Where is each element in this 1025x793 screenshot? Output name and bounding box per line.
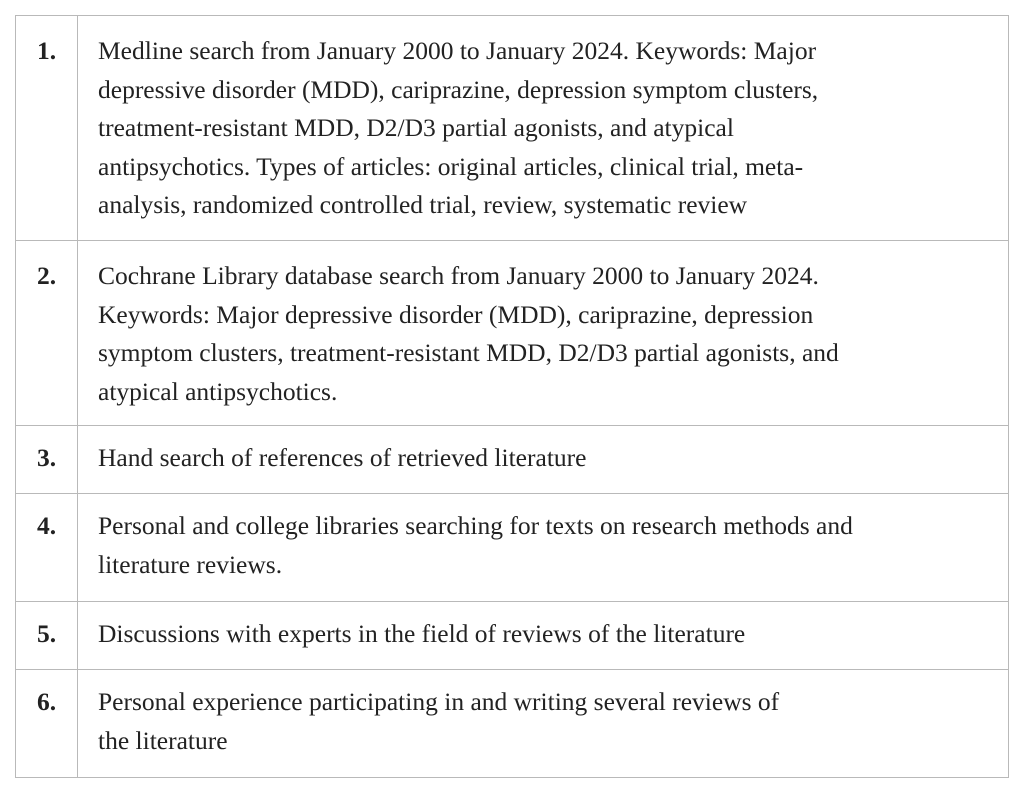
row-number: 5. [36,619,57,648]
row-number: 3. [36,443,57,472]
text-line: Medline search from January 2000 to January 2024. Keywords: Major [98,36,817,65]
row-number: 6. [36,687,57,716]
row-description-cell [78,602,1009,670]
text-line: antipsychotics. Types of articles: original articles, clinical trial, meta- [98,151,804,181]
row-number-cell [16,241,78,426]
row-description [98,16,988,225]
text-line: Keywords: Major depressive disorder (MDD), cariprazine, depression [98,299,814,329]
text-line: Personal and college libraries searching for texts on research methods and [98,511,853,540]
table-row [16,494,1009,602]
text-line: depressive disorder (MDD), cariprazine, depression symptom clusters, [98,74,819,104]
table-row [16,602,1009,670]
text-line: Hand search of references of retrieved literature [98,443,587,472]
text-line: atypical antipsychotics. [98,376,338,406]
row-number: 4. [36,511,57,540]
row-number: 2. [36,261,57,290]
text-line: Cochrane Library database search from January 2000 to January 2024. [98,261,819,290]
row-description [98,241,988,411]
text-line: treatment-resistant MDD, D2/D3 partial agonists, and atypical [98,113,734,142]
row-description [98,670,988,760]
row-description-cell [78,241,1009,426]
row-description-cell [78,494,1009,602]
table-row [16,241,1009,426]
row-number: 1. [36,36,57,65]
row-number-cell [16,670,78,778]
row-description [98,426,988,478]
row-number-cell [16,602,78,670]
text-line: analysis, randomized controlled trial, review, systematic review [98,190,748,219]
text-line: symptom clusters, treatment-resistant MDD, D2/D3 partial agonists, and [98,338,839,367]
table-row [16,426,1009,494]
table-row [16,670,1009,778]
row-number-cell [16,494,78,602]
row-description-cell [78,426,1009,494]
text-line: literature reviews. [98,549,283,579]
text-line: the literature [98,725,228,755]
text-line: Personal experience participating in and writing several reviews of [98,687,780,716]
row-description-cell [78,670,1009,778]
table-row [16,16,1009,241]
row-description-cell [78,16,1009,241]
row-description [98,602,988,654]
row-number-cell [16,426,78,494]
row-description [98,494,988,584]
literature-search-table [15,15,1009,778]
row-number-cell [16,16,78,241]
text-line: Discussions with experts in the field of reviews of the literature [98,619,746,648]
